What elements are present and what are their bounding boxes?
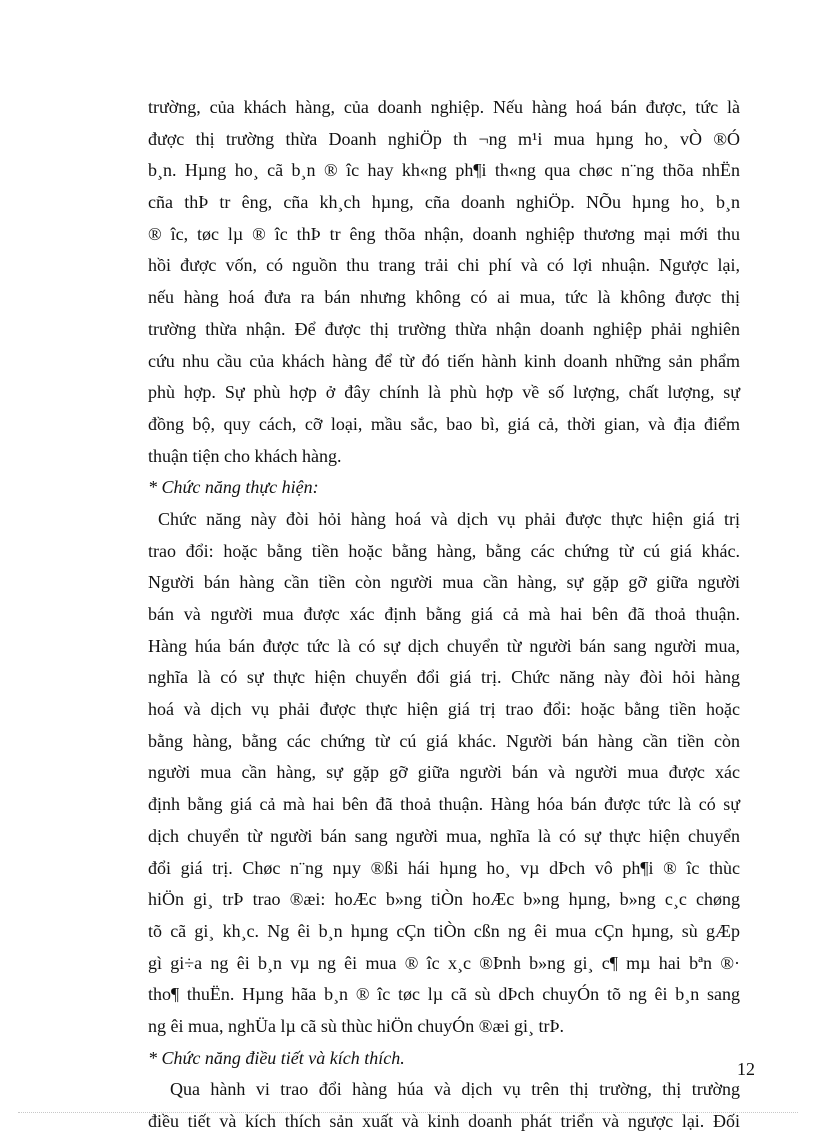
text-line: tõ cã gi¸ kh¸c. Ng êi b¸n hµng cÇn tiÒn cßn ng êi mua cÇn hµng, sù gÆp [148,920,740,941]
text-line: đổi giá trị. Chøc n¨ng nµy ®ßi hái hµng ho¸ vµ dÞch vô ph¶i ® îc thùc [148,857,740,878]
text-line: người mua cần hàng, sự gặp gỡ giữa người bán và người mua được xác [148,762,740,783]
text-line: định bằng giá cả mà hai bên đã thoả thuận. Hàng hóa bán được tức là có sự [148,794,740,815]
text-line: được thị trường thừa Doanh nghiÖp th ¬ng m¹i mua hµng ho¸ vÒ ®Ó [148,128,740,149]
text-line: hiÖn gi¸ trÞ trao ®æi: hoÆc b»ng tiÒn hoÆc b»ng hµng, b»ng c¸c chøng [148,889,740,910]
page-number: 12 [737,1059,755,1079]
section-heading: * Chức năng thực hiện: [148,477,319,498]
text-line: trường thừa nhận. Để được thị trường thừa nhận doanh nghiệp phải nghiên [148,318,740,339]
text-line: b¸n. Hµng ho¸ cã b¸n ® îc hay kh«ng ph¶i th«ng qua chøc n¨ng thõa nhËn [148,160,740,181]
page-divider [18,1112,798,1113]
text-line: Hàng húa bán được tức là có sự dịch chuyển từ người bán sang người mua, [148,635,740,656]
text-line: ng êi mua, nghÜa lµ cã sù thùc hiÖn chuyÓn ®æi gi¸ trÞ. [148,1015,564,1036]
section-heading: * Chức năng điều tiết và kích thích. [148,1047,405,1068]
text-line: phù hợp. Sự phù hợp ở đây chính là phù hợp về số lượng, chất lượng, sự [148,382,740,403]
paragraph [148,504,740,1043]
text-line: Người bán hàng cần tiền còn người mua cần hàng, sự gặp gỡ giữa người [148,572,740,593]
text-line: điều tiết và kích thích sản xuất và kinh doanh phát triển và ngược lại. Đối [148,1111,740,1131]
text-line: cứu nhu cầu của khách hàng để từ đó tiến hành kinh doanh những sản phẩm [148,350,740,371]
paragraph [148,92,740,472]
text-line: cña thÞ tr êng, cña kh¸ch hµng, cña doanh nghiÖp. NÕu hµng ho¸ b¸n [148,192,740,213]
body-text [148,92,740,1138]
text-line: Qua hành vi trao đổi hàng húa và dịch vụ trên thị trường, thị trường [170,1079,740,1100]
text-line: thuận tiện cho khách hàng. [148,445,342,466]
text-line: dịch chuyển từ người bán sang người mua, nghĩa là có sự thực hiện chuyển [148,825,740,846]
text-line: ® îc, tøc lµ ® îc thÞ tr êng thõa nhận, doanh nghiệp thương mại mới thu [148,223,740,244]
text-line: hoá và dịch vụ phải được thực hiện giá trị trao đổi: hoặc bằng tiền hoặc [148,699,740,720]
text-line: tho¶ thuËn. Hµng hãa b¸n ® îc tøc lµ cã sù dÞch chuyÓn tõ ng êi b¸n sang [148,984,740,1005]
paragraph [148,1074,740,1137]
text-line: gì gi÷a ng êi b¸n vµ ng êi mua ® îc x¸c ®Þnh b»ng gi¸ c¶ mµ hai bªn ®· [148,952,740,973]
text-line: bằng hàng, bằng các chứng từ cú giá khác. Người bán hàng cần tiền còn [148,730,740,751]
text-line: bán và người mua được xác định bằng giá cả mà hai bên đã thoả thuận. [148,604,740,624]
text-line: nếu hàng hoá đưa ra bán nhưng không có ai mua, tức là không được thị [148,287,740,308]
text-line: trường, của khách hàng, của doanh nghiệp. Nếu hàng hoá bán được, tức là [148,97,740,117]
text-line: nghĩa là có sự thực hiện chuyển đổi giá trị. Chức năng này đòi hỏi hàng [148,667,740,688]
text-line: trao đổi: hoặc bằng tiền hoặc bằng hàng, bằng các chứng từ cú giá khác. [148,540,740,561]
text-line: đồng bộ, quy cách, cỡ loại, mầu sắc, bao bì, giá cả, thời gian, và địa điểm [148,413,740,434]
text-line: Chức năng này đòi hỏi hàng hoá và dịch vụ phải được thực hiện giá trị [158,508,740,529]
text-line: hồi được vốn, có nguồn thu trang trải chi phí và có lợi nhuận. Ngược lại, [148,255,740,276]
